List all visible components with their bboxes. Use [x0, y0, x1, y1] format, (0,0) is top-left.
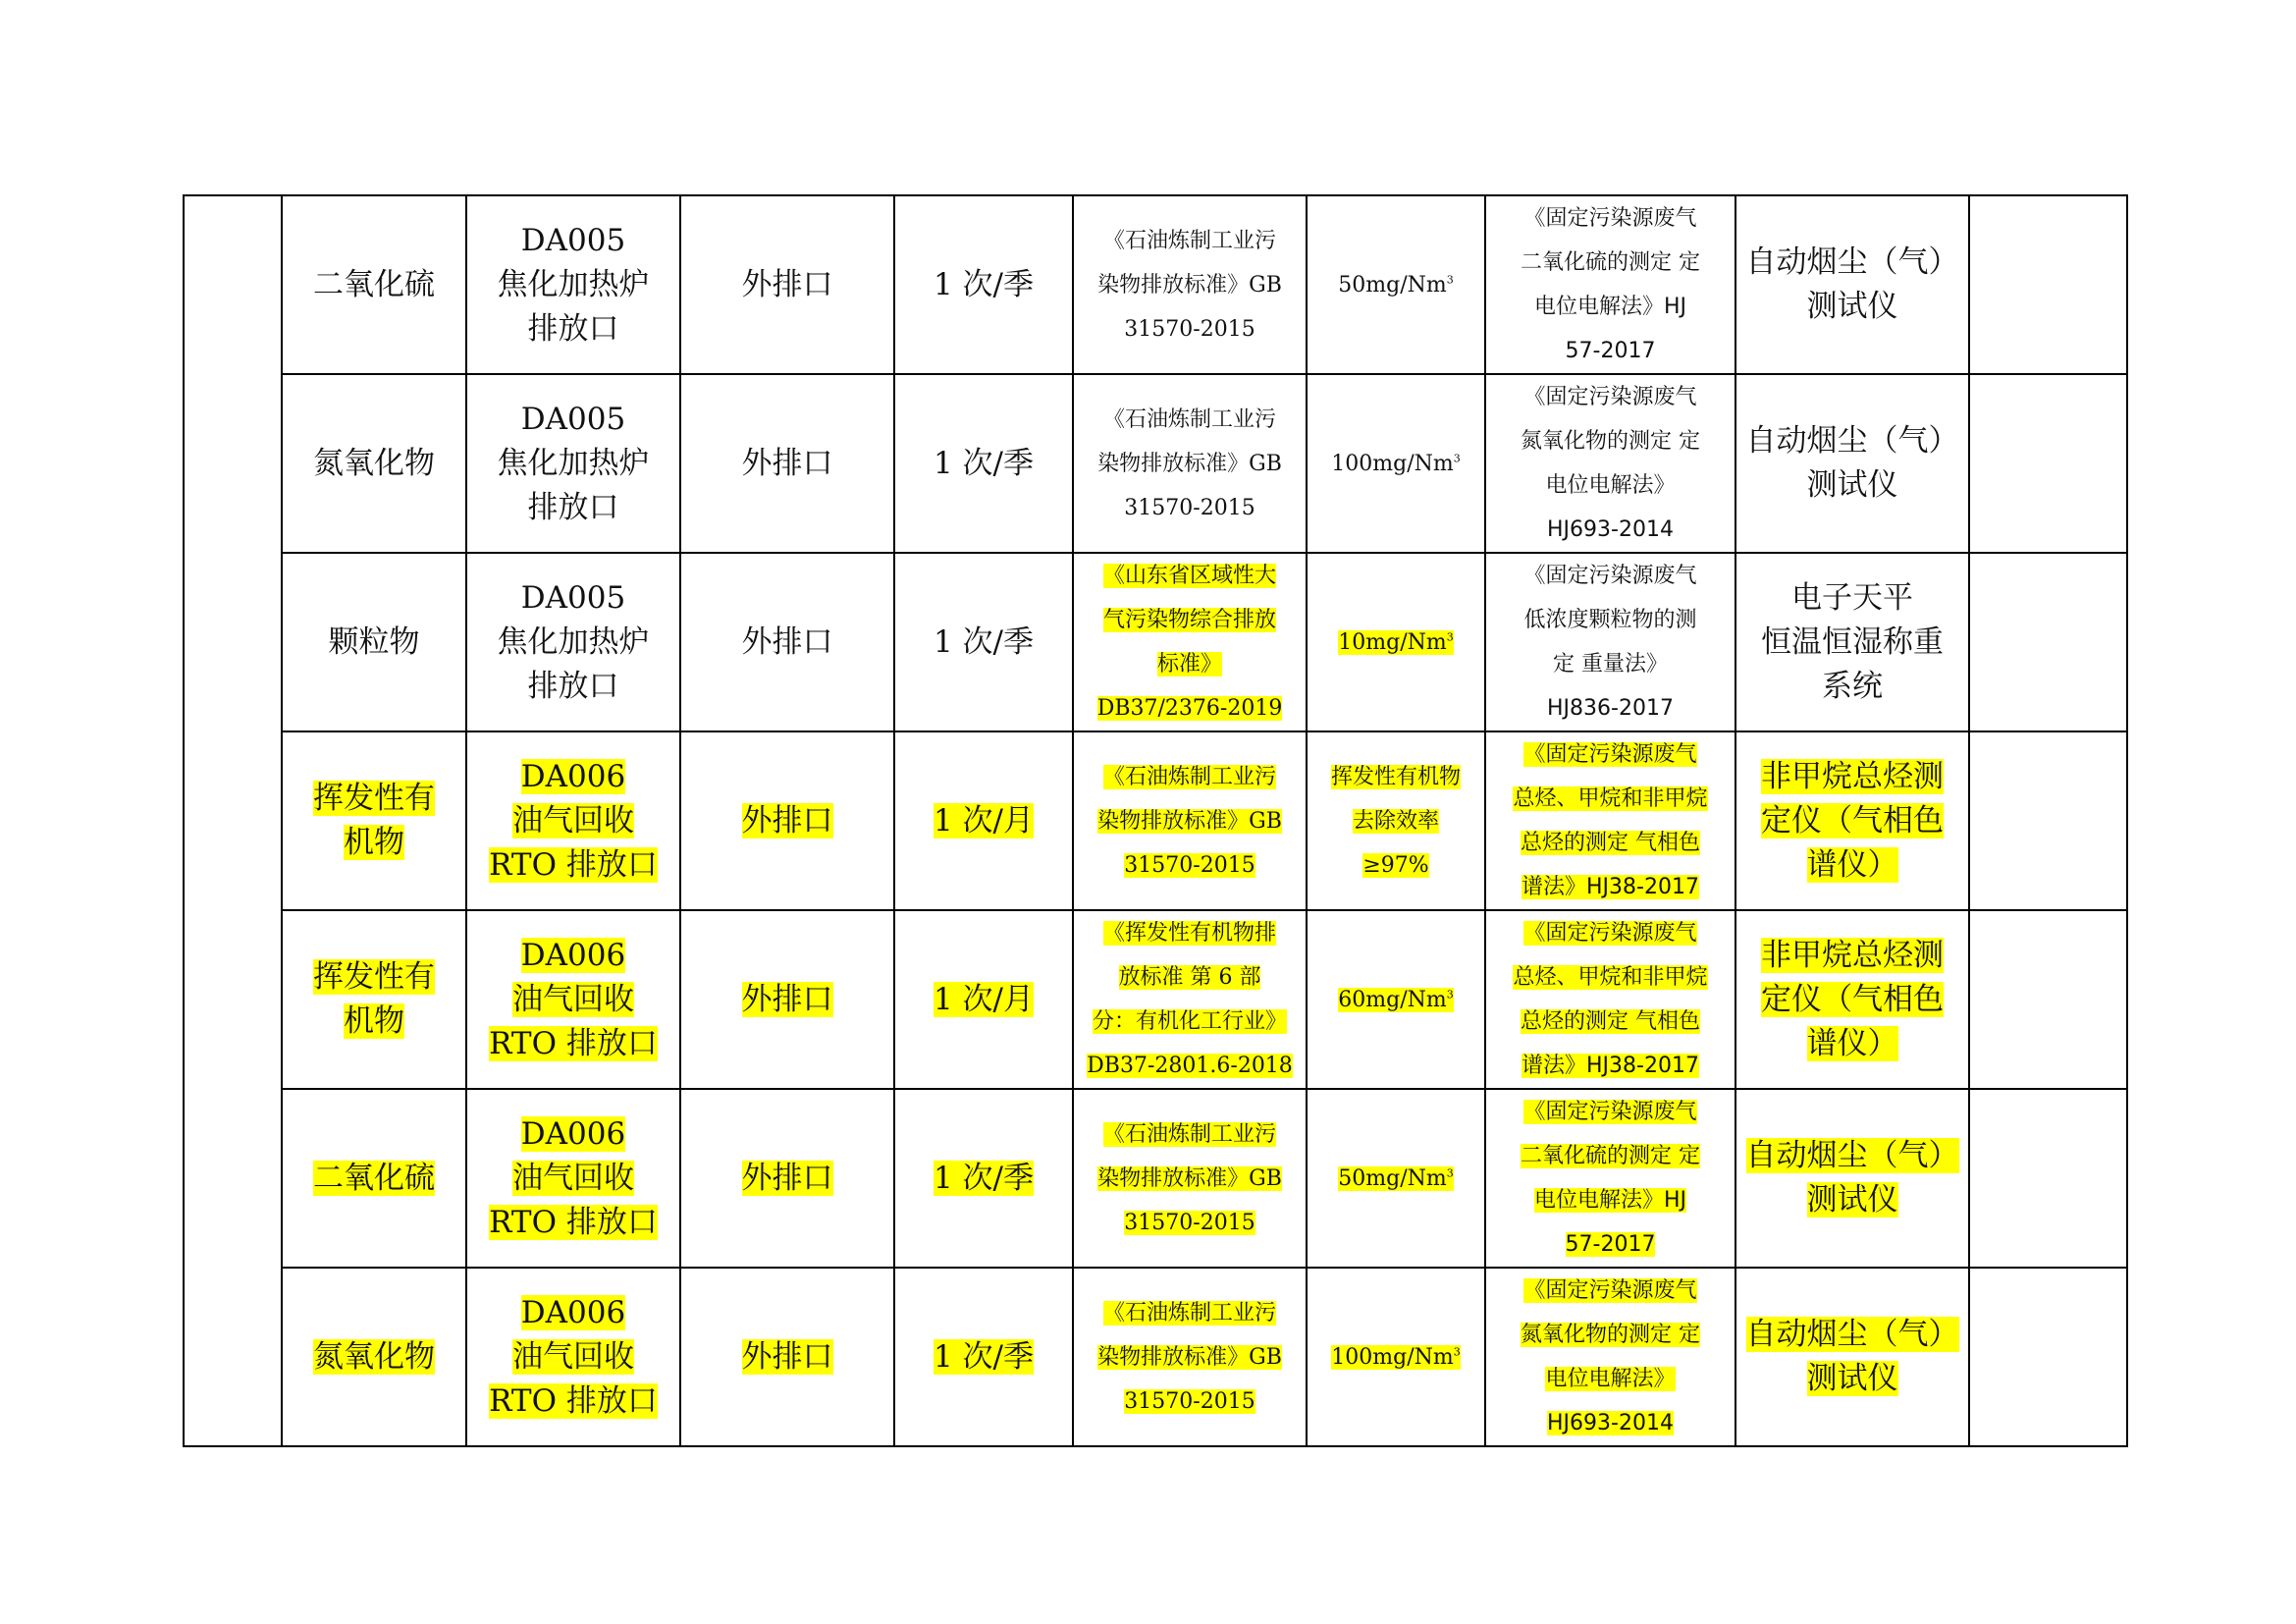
- cell-outlet-type: [680, 910, 894, 1089]
- cell-pollutant-text: 二氧化硫: [313, 266, 435, 302]
- cell-instrument: [1735, 1268, 1969, 1446]
- table-row: [184, 1089, 2127, 1268]
- cell-remarks: [1969, 910, 2127, 1089]
- cell-frequency-text: 1 次/季: [933, 623, 1035, 660]
- cell-limit-text: 50mg/Nm$^3$: [1338, 1165, 1454, 1191]
- cell-outlet-type: [680, 1089, 894, 1268]
- cell-outlet-text: DA006 油气回收 RTO 排放口: [489, 1115, 658, 1240]
- cell-outlet-type: [680, 553, 894, 731]
- cell-outlet-type-text: 外排口: [741, 981, 833, 1017]
- unit-superscript: 3: [1446, 988, 1454, 1001]
- cell-outlet: [466, 731, 680, 910]
- cell-outlet-text: DA005 焦化加热炉 排放口: [497, 579, 650, 704]
- cell-method-text: 《固定污染源废气 氮氧化物的测定 定 电位电解法》 HJ693-2014: [1521, 385, 1700, 542]
- cell-limit: [1307, 1268, 1485, 1446]
- cell-frequency: [894, 1268, 1073, 1446]
- cell-outlet-text: DA006 油气回收 RTO 排放口: [489, 1294, 658, 1419]
- unit-superscript: 3: [1453, 452, 1461, 465]
- cell-pollutant: [282, 1268, 466, 1446]
- cell-outlet-type: [680, 195, 894, 374]
- cell-outlet: [466, 195, 680, 374]
- cell-pollutant: [282, 374, 466, 553]
- cell-instrument-text: 自动烟尘（气） 测试仪: [1745, 244, 1959, 324]
- cell-instrument: [1735, 910, 1969, 1089]
- cell-limit-text: 100mg/Nm$^3$: [1331, 1344, 1461, 1370]
- cell-outlet-type-text: 外排口: [741, 445, 833, 481]
- unit-superscript: 3: [1446, 1166, 1454, 1180]
- cell-pollutant-text: 二氧化硫: [313, 1160, 435, 1196]
- cell-pollutant: [282, 731, 466, 910]
- cell-standard-text: 《石油炼制工业污 染物排放标准》GB 31570-2015: [1097, 1121, 1282, 1235]
- cell-limit: [1307, 731, 1485, 910]
- cell-frequency: [894, 195, 1073, 374]
- cell-instrument-text: 非甲烷总烃测 定仪（气相色 谱仪）: [1761, 758, 1944, 883]
- cell-outlet-type-text: 外排口: [741, 802, 833, 839]
- cell-outlet-type-text: 外排口: [741, 623, 833, 660]
- cell-remarks: [1969, 1089, 2127, 1268]
- cell-method: [1485, 1268, 1735, 1446]
- unit-superscript: 3: [1446, 630, 1454, 644]
- cell-standard: [1073, 553, 1307, 731]
- cell-outlet-type-text: 外排口: [741, 1160, 833, 1196]
- cell-pollutant-text: 氮氧化物: [313, 1338, 435, 1375]
- cell-outlet: [466, 1089, 680, 1268]
- cell-method-text: 《固定污染源废气 二氧化硫的测定 定 电位电解法》HJ 57-2017: [1521, 1100, 1700, 1257]
- cell-remarks: [1969, 731, 2127, 910]
- cell-instrument: [1735, 195, 1969, 374]
- cell-standard-text: 《石油炼制工业污 染物排放标准》GB 31570-2015: [1097, 764, 1282, 878]
- cell-limit-text: 100mg/Nm$^3$: [1331, 451, 1461, 476]
- cell-frequency: [894, 1089, 1073, 1268]
- cell-instrument: [1735, 374, 1969, 553]
- cell-frequency: [894, 374, 1073, 553]
- cell-instrument: [1735, 1089, 1969, 1268]
- cell-pollutant: [282, 910, 466, 1089]
- cell-standard-text: 《山东省区域性大 气污染物综合排放 标准》 DB37/2376-2019: [1096, 564, 1283, 721]
- cell-frequency-text: 1 次/季: [933, 1338, 1035, 1375]
- cell-standard-text: 《石油炼制工业污 染物排放标准》GB 31570-2015: [1097, 1300, 1282, 1414]
- cell-limit: [1307, 910, 1485, 1089]
- cell-outlet-type: [680, 1268, 894, 1446]
- cell-pollutant-text: 颗粒物: [328, 623, 420, 660]
- cell-limit-text: 挥发性有机物 去除效率 ≥97%: [1330, 764, 1461, 878]
- cell-outlet-text: DA006 油气回收 RTO 排放口: [489, 758, 658, 883]
- cell-method-text: 《固定污染源废气 总烃、甲烷和非甲烷 总烃的测定 气相色 谱法》HJ38-2017: [1513, 921, 1708, 1078]
- cell-method: [1485, 553, 1735, 731]
- cell-pollutant-text: 氮氧化物: [313, 445, 435, 481]
- cell-frequency: [894, 731, 1073, 910]
- cell-method: [1485, 910, 1735, 1089]
- cell-outlet: [466, 374, 680, 553]
- cell-pollutant-text: 挥发性有 机物: [313, 959, 435, 1039]
- cell-limit-text: 60mg/Nm$^3$: [1338, 987, 1454, 1012]
- cell-limit: [1307, 195, 1485, 374]
- cell-pollutant: [282, 1089, 466, 1268]
- cell-limit: [1307, 553, 1485, 731]
- cell-outlet: [466, 910, 680, 1089]
- cell-frequency: [894, 910, 1073, 1089]
- table-row: [184, 1268, 2127, 1446]
- cell-pollutant-text: 挥发性有 机物: [313, 781, 435, 860]
- cell-outlet-type: [680, 731, 894, 910]
- cell-pollutant: [282, 553, 466, 731]
- cell-method-text: 《固定污染源废气 氮氧化物的测定 定 电位电解法》 HJ693-2014: [1521, 1278, 1700, 1435]
- cell-remarks: [1969, 374, 2127, 553]
- cell-method-text: 《固定污染源废气 总烃、甲烷和非甲烷 总烃的测定 气相色 谱法》HJ38-2017: [1513, 742, 1708, 899]
- cell-standard-text: 《石油炼制工业污 染物排放标准》GB 31570-2015: [1097, 228, 1282, 342]
- cell-frequency-text: 1 次/季: [933, 445, 1035, 481]
- cell-frequency: [894, 553, 1073, 731]
- cell-standard: [1073, 1268, 1307, 1446]
- cell-method-text: 《固定污染源废气 低浓度颗粒物的测 定 重量法》 HJ836-2017: [1523, 564, 1697, 721]
- table-row: [184, 553, 2127, 731]
- table-row: [184, 195, 2127, 374]
- cell-limit-text: 50mg/Nm$^3$: [1338, 272, 1454, 298]
- table-row: [184, 910, 2127, 1089]
- unit-superscript: 3: [1446, 273, 1454, 287]
- cell-instrument-text: 电子天平 恒温恒湿称重 系统: [1761, 579, 1944, 704]
- cell-outlet-text: DA005 焦化加热炉 排放口: [497, 222, 650, 347]
- cell-instrument: [1735, 553, 1969, 731]
- cell-instrument-text: 自动烟尘（气） 测试仪: [1745, 1138, 1959, 1218]
- table-body: [184, 195, 2127, 1446]
- unit-superscript: 3: [1453, 1345, 1461, 1359]
- cell-instrument-text: 自动烟尘（气） 测试仪: [1745, 1317, 1959, 1396]
- cell-remarks: [1969, 195, 2127, 374]
- cell-limit: [1307, 374, 1485, 553]
- cell-instrument-text: 自动烟尘（气） 测试仪: [1745, 423, 1959, 503]
- cell-standard: [1073, 374, 1307, 553]
- cell-remarks: [1969, 1268, 2127, 1446]
- cell-pollutant: [282, 195, 466, 374]
- cell-instrument: [1735, 731, 1969, 910]
- cell-method-text: 《固定污染源废气 二氧化硫的测定 定 电位电解法》HJ 57-2017: [1521, 206, 1700, 363]
- cell-remarks: [1969, 553, 2127, 731]
- cell-outlet-type-text: 外排口: [741, 1338, 833, 1375]
- cell-standard: [1073, 1089, 1307, 1268]
- table-row: [184, 374, 2127, 553]
- cell-standard-text: 《石油炼制工业污 染物排放标准》GB 31570-2015: [1097, 406, 1282, 520]
- cell-outlet: [466, 1268, 680, 1446]
- cell-limit-text: 10mg/Nm$^3$: [1338, 629, 1454, 655]
- cell-outlet-type: [680, 374, 894, 553]
- cell-method: [1485, 1089, 1735, 1268]
- cell-frequency-text: 1 次/季: [933, 266, 1035, 302]
- cell-method: [1485, 195, 1735, 374]
- cell-standard-text: 《挥发性有机物排 放标准 第 6 部 分：有机化工行业》 DB37-2801.6-2018: [1087, 921, 1293, 1078]
- cell-category: [184, 195, 282, 1446]
- table-row: [184, 731, 2127, 910]
- cell-standard: [1073, 910, 1307, 1089]
- cell-method: [1485, 731, 1735, 910]
- cell-instrument-text: 非甲烷总烃测 定仪（气相色 谱仪）: [1761, 937, 1944, 1061]
- cell-frequency-text: 1 次/季: [933, 1160, 1035, 1196]
- cell-outlet-text: DA005 焦化加热炉 排放口: [497, 401, 650, 525]
- cell-outlet: [466, 553, 680, 731]
- cell-standard: [1073, 195, 1307, 374]
- cell-method: [1485, 374, 1735, 553]
- cell-standard: [1073, 731, 1307, 910]
- cell-outlet-type-text: 外排口: [741, 266, 833, 302]
- cell-limit: [1307, 1089, 1485, 1268]
- monitoring-table: [183, 194, 2128, 1447]
- cell-frequency-text: 1 次/月: [933, 802, 1035, 839]
- cell-outlet-text: DA006 油气回收 RTO 排放口: [489, 937, 658, 1061]
- cell-frequency-text: 1 次/月: [933, 981, 1035, 1017]
